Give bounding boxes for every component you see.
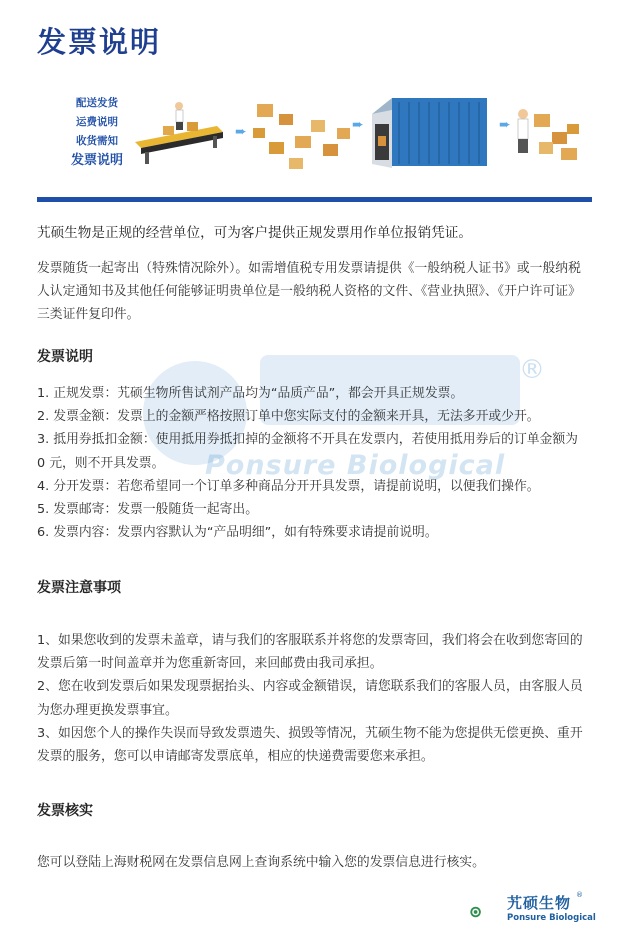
company-logo-en: Ponsure Biological [507, 913, 596, 923]
container-icon [372, 98, 487, 168]
section-heading-invoice-notes: 发票说明 [37, 349, 93, 365]
conveyor-icon [135, 102, 223, 164]
section-heading-verification: 发票核实 [37, 803, 93, 819]
list-item: 6. 发票内容：发票内容默认为“产品明细”，如有特殊要求请提前说明。 [37, 525, 438, 541]
delivery-worker-icon [518, 109, 579, 160]
logistics-illustration [37, 84, 592, 202]
precautions-list [37, 629, 589, 768]
boxes-icon [253, 104, 350, 169]
list-item: 2. 发票金额：发票上的金额严格按照订单中您实际支付的金额来开具，无法多开或少开。 [37, 409, 540, 425]
intro-paragraph: 发票随货一起寄出（特殊情况除外）。如需增值税专用发票请提供《一般纳税人证书》或一般纳税人认定通知书及其他任何能够证明贵单位是一般纳税人资格的文件、《营业执照》、《开户许可证》三类证件复印件。 [37, 261, 581, 322]
list-item: 1、如果您收到的发票未盖章，请与我们的客服联系并将您的发票寄回，我们将会在收到您寄回的发票后第一时间盖章并为您重新寄回，来回邮费由我司承担。 [37, 633, 583, 672]
company-logo-cn: 艽硕生物 [507, 894, 572, 912]
list-item: 2、您在收到发票后如果发现票据抬头、内容或金额错误，请您联系我们的客服人员，由客服人员为您办理更换发票事宜。 [37, 679, 583, 718]
company-logo-icon [470, 892, 506, 932]
watermark-registered-icon: ® [519, 355, 545, 385]
list-item: 1. 正规发票：艽硕生物所售试剂产品均为“品质产品”，都会开具正规发票。 [37, 386, 464, 401]
verification-text: 您可以登陆上海财税网在发票信息网上查询系统中输入您的发票信息进行核实。 [37, 855, 485, 870]
registered-mark-icon: ® [576, 891, 583, 899]
banner [37, 84, 592, 202]
banner-divider [37, 197, 592, 202]
list-item: 5. 发票邮寄：发票一般随货一起寄出。 [37, 502, 259, 518]
invoice-notes-list [37, 382, 589, 544]
watermark-text: Ponsure Biological [205, 450, 506, 481]
banner-tag: 运费说明 [76, 116, 118, 128]
banner-tag: 配送发货 [76, 97, 118, 109]
intro-statement: 艽硕生物是正规的经营单位，可为客户提供正规发票用作单位报销凭证。 [37, 225, 472, 241]
list-item: 3. 抵用券抵扣金额：使用抵用券抵扣掉的金额将不开具在发票内，若使用抵用券后的订单金额为 0 元，则不开具发票。 [37, 432, 578, 471]
section-heading-precautions: 发票注意事项 [37, 580, 121, 596]
arrow-icon: ➨ [352, 117, 364, 133]
arrow-icon: ➨ [499, 117, 511, 133]
page-title: 发票说明 [37, 25, 162, 59]
banner-tag-highlight: 发票说明 [70, 153, 123, 168]
banner-tag: 收货需知 [76, 135, 118, 147]
arrow-icon: ➨ [235, 124, 247, 140]
list-item: 3、如因您个人的操作失误而导致发票遗失、损毁等情况，艽硕生物不能为您提供无偿更换、重开发票的服务，您可以申请邮寄发票底单，相应的快递费需要您来承担。 [37, 725, 583, 765]
list-item: 4. 分开发票：若您希望同一个订单多种商品分开开具发票，请提前说明，以便我们操作。 [37, 478, 540, 494]
